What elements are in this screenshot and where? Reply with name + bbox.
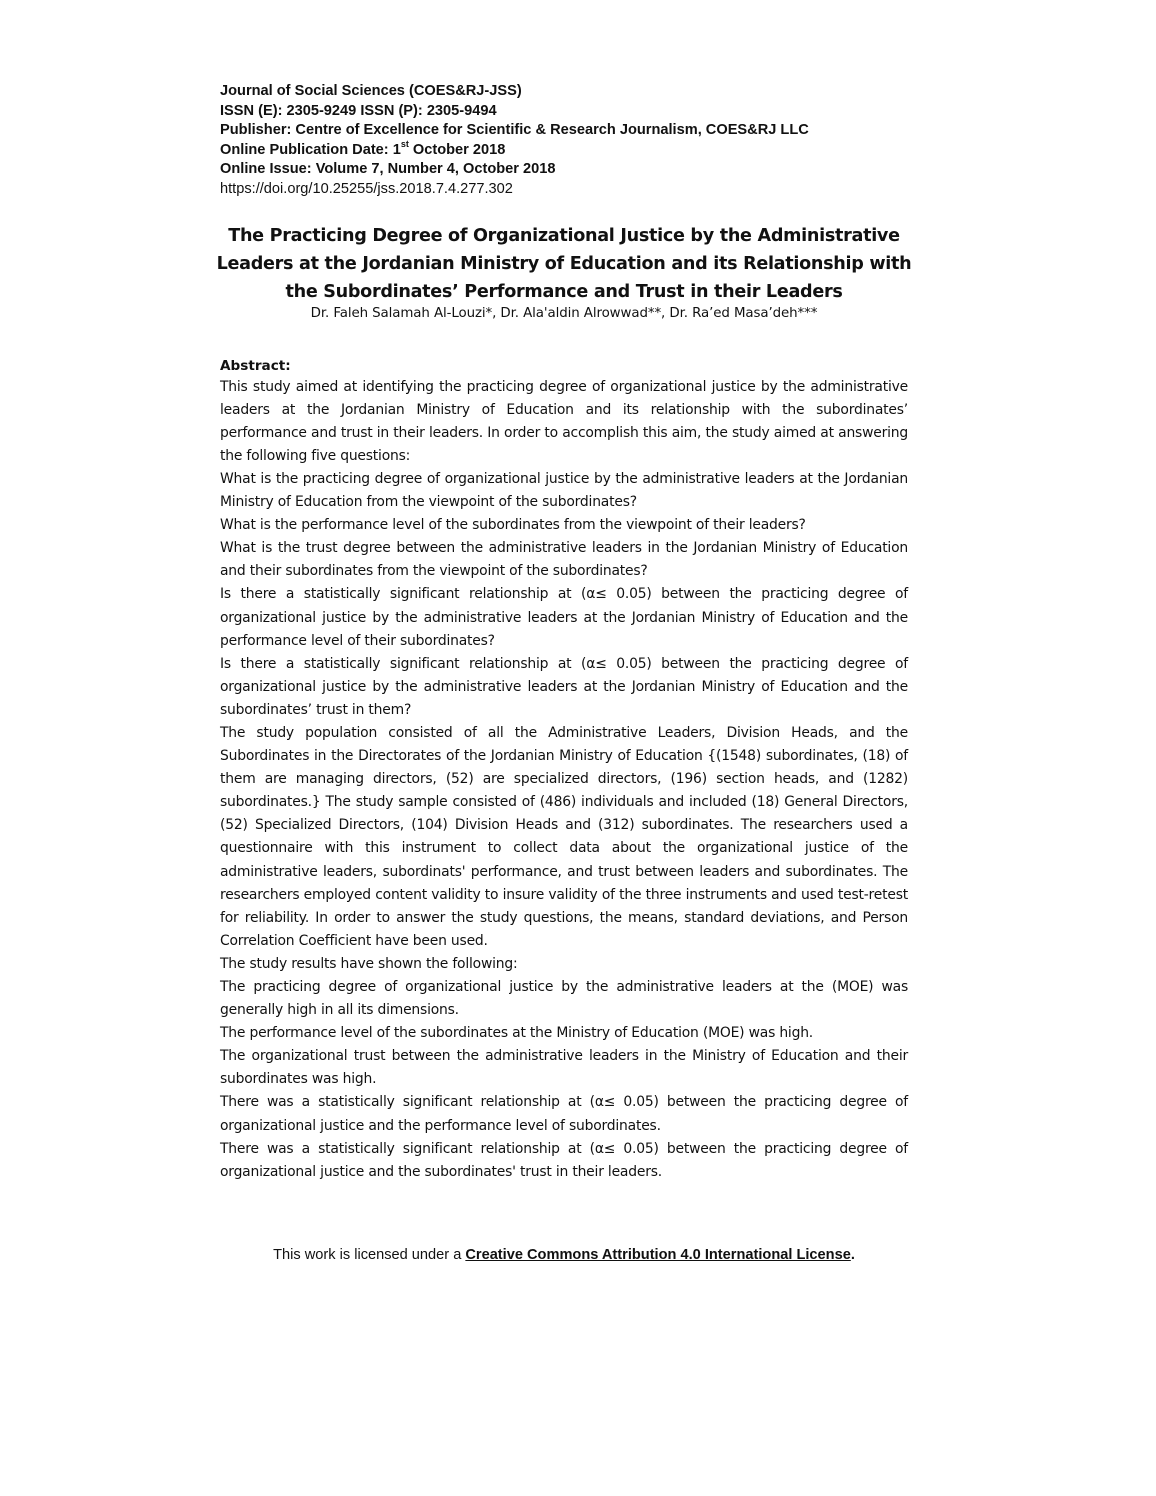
paper-title xyxy=(212,222,916,306)
abstract-paragraph: What is the trust degree between the administrative leaders in the Jordanian Ministry of Education and their subordinates from the viewpoint of the subordinates? xyxy=(220,540,908,580)
abstract-paragraph: There was a statistically significant relationship at (α≤ 0.05) between the practicing degree of organizational justice and the performance level of subordinates. xyxy=(220,1094,908,1134)
author-list: Dr. Faleh Salamah Al-Louzi*, Dr. Ala'aldin Alrowwad**, Dr. Ra’ed Masa’deh*** xyxy=(310,305,818,321)
license-link[interactable]: Creative Commons Attribution 4.0 International License xyxy=(465,1247,851,1263)
publication-date-line xyxy=(220,138,908,161)
license-suffix: . xyxy=(850,1247,855,1263)
issn-line: ISSN (E): 2305-9249 ISSN (P): 2305-9494 xyxy=(220,102,497,119)
abstract-paragraph: The practicing degree of organizational justice by the administrative leaders at the (MOE) was generally high in all its dimensions. xyxy=(220,979,908,1019)
publication-date-prefix: Online Publication Date: 1 xyxy=(220,141,401,158)
abstract-paragraph: The study population consisted of all the Administrative Leaders, Division Heads, and the Subordinates in the Directorates of the Jordanian Ministry of Education {(1548) subordinates, (18) of them are managing directors, (52) are specialized directors, (196) section heads, and (1282) subordinates.} The study sample consisted of (486) individuals and included (18) General Directors, (52) Specialized Directors, (104) Division Heads and (312) subordinates. The researchers used a questionnaire with this instrument to collect data about the organizational justice of the administrative leaders, subordinats' performance, and trust between leaders and subordinates. The researchers employed content validity to insure validity of the three instruments and used test-retest for reliability. In order to answer the study questions, the means, standard deviations, and Person Correlation Coefficient have been used. xyxy=(220,724,908,949)
journal-header xyxy=(220,82,908,200)
abstract-body xyxy=(220,376,908,1184)
publisher-line: Publisher: Centre of Excellence for Scientific & Research Journalism, COES&RJ LLC xyxy=(220,122,809,139)
title-line: Leaders at the Jordanian Ministry of Education and its Relationship with xyxy=(216,253,912,274)
abstract-paragraph: This study aimed at identifying the practicing degree of organizational justice by the administrative leaders at the Jordanian Ministry of Education and its relationship with the subordinates’ performance and trust in their leaders. In order to accomplish this aim, the study aimed at answering the following five questions: xyxy=(220,378,908,464)
abstract-heading: Abstract: xyxy=(220,357,291,374)
abstract-paragraph: The organizational trust between the administrative leaders in the Ministry of Education and their subordinates was high. xyxy=(220,1048,908,1088)
journal-name: Journal of Social Sciences (COES&RJ-JSS) xyxy=(220,83,522,99)
abstract-paragraph: Is there a statistically significant relationship at (α≤ 0.05) between the practicing degree of organizational justice by the administrative leaders at the Jordanian Ministry of Education and the subordinates’ trust in them? xyxy=(220,655,908,718)
abstract-paragraph: There was a statistically significant relationship at (α≤ 0.05) between the practicing degree of organizational justice and the subordinates' trust in their leaders. xyxy=(220,1140,908,1180)
license-prefix: This work is licensed under a xyxy=(273,1247,466,1263)
title-line: the Subordinates’ Performance and Trust in their Leaders xyxy=(285,281,843,302)
license-notice xyxy=(0,1245,1128,1265)
publication-date-suffix: October 2018 xyxy=(408,141,506,158)
abstract-paragraph: The performance level of the subordinates at the Ministry of Education (MOE) was high. xyxy=(220,1025,814,1042)
paper-page xyxy=(216,82,912,1184)
title-line: The Practicing Degree of Organizational Justice by the Administrative xyxy=(228,225,900,246)
abstract-paragraph: Is there a statistically significant relationship at (α≤ 0.05) between the practicing degree of organizational justice by the administrative leaders at the Jordanian Ministry of Education and the performance level of their subordinates? xyxy=(220,586,908,649)
publication-date-ordinal: st xyxy=(400,138,409,149)
abstract-paragraph: What is the practicing degree of organizational justice by the administrative leaders at the Jordanian Ministry of Education from the viewpoint of the subordinates? xyxy=(220,470,908,511)
doi-link[interactable]: https://doi.org/10.25255/jss.2018.7.4.277.302 xyxy=(220,180,513,197)
abstract-paragraph: What is the performance level of the subordinates from the viewpoint of their leaders? xyxy=(220,517,806,534)
issue-line: Online Issue: Volume 7, Number 4, October 2018 xyxy=(220,161,556,178)
abstract-paragraph: The study results have shown the following: xyxy=(220,955,518,972)
